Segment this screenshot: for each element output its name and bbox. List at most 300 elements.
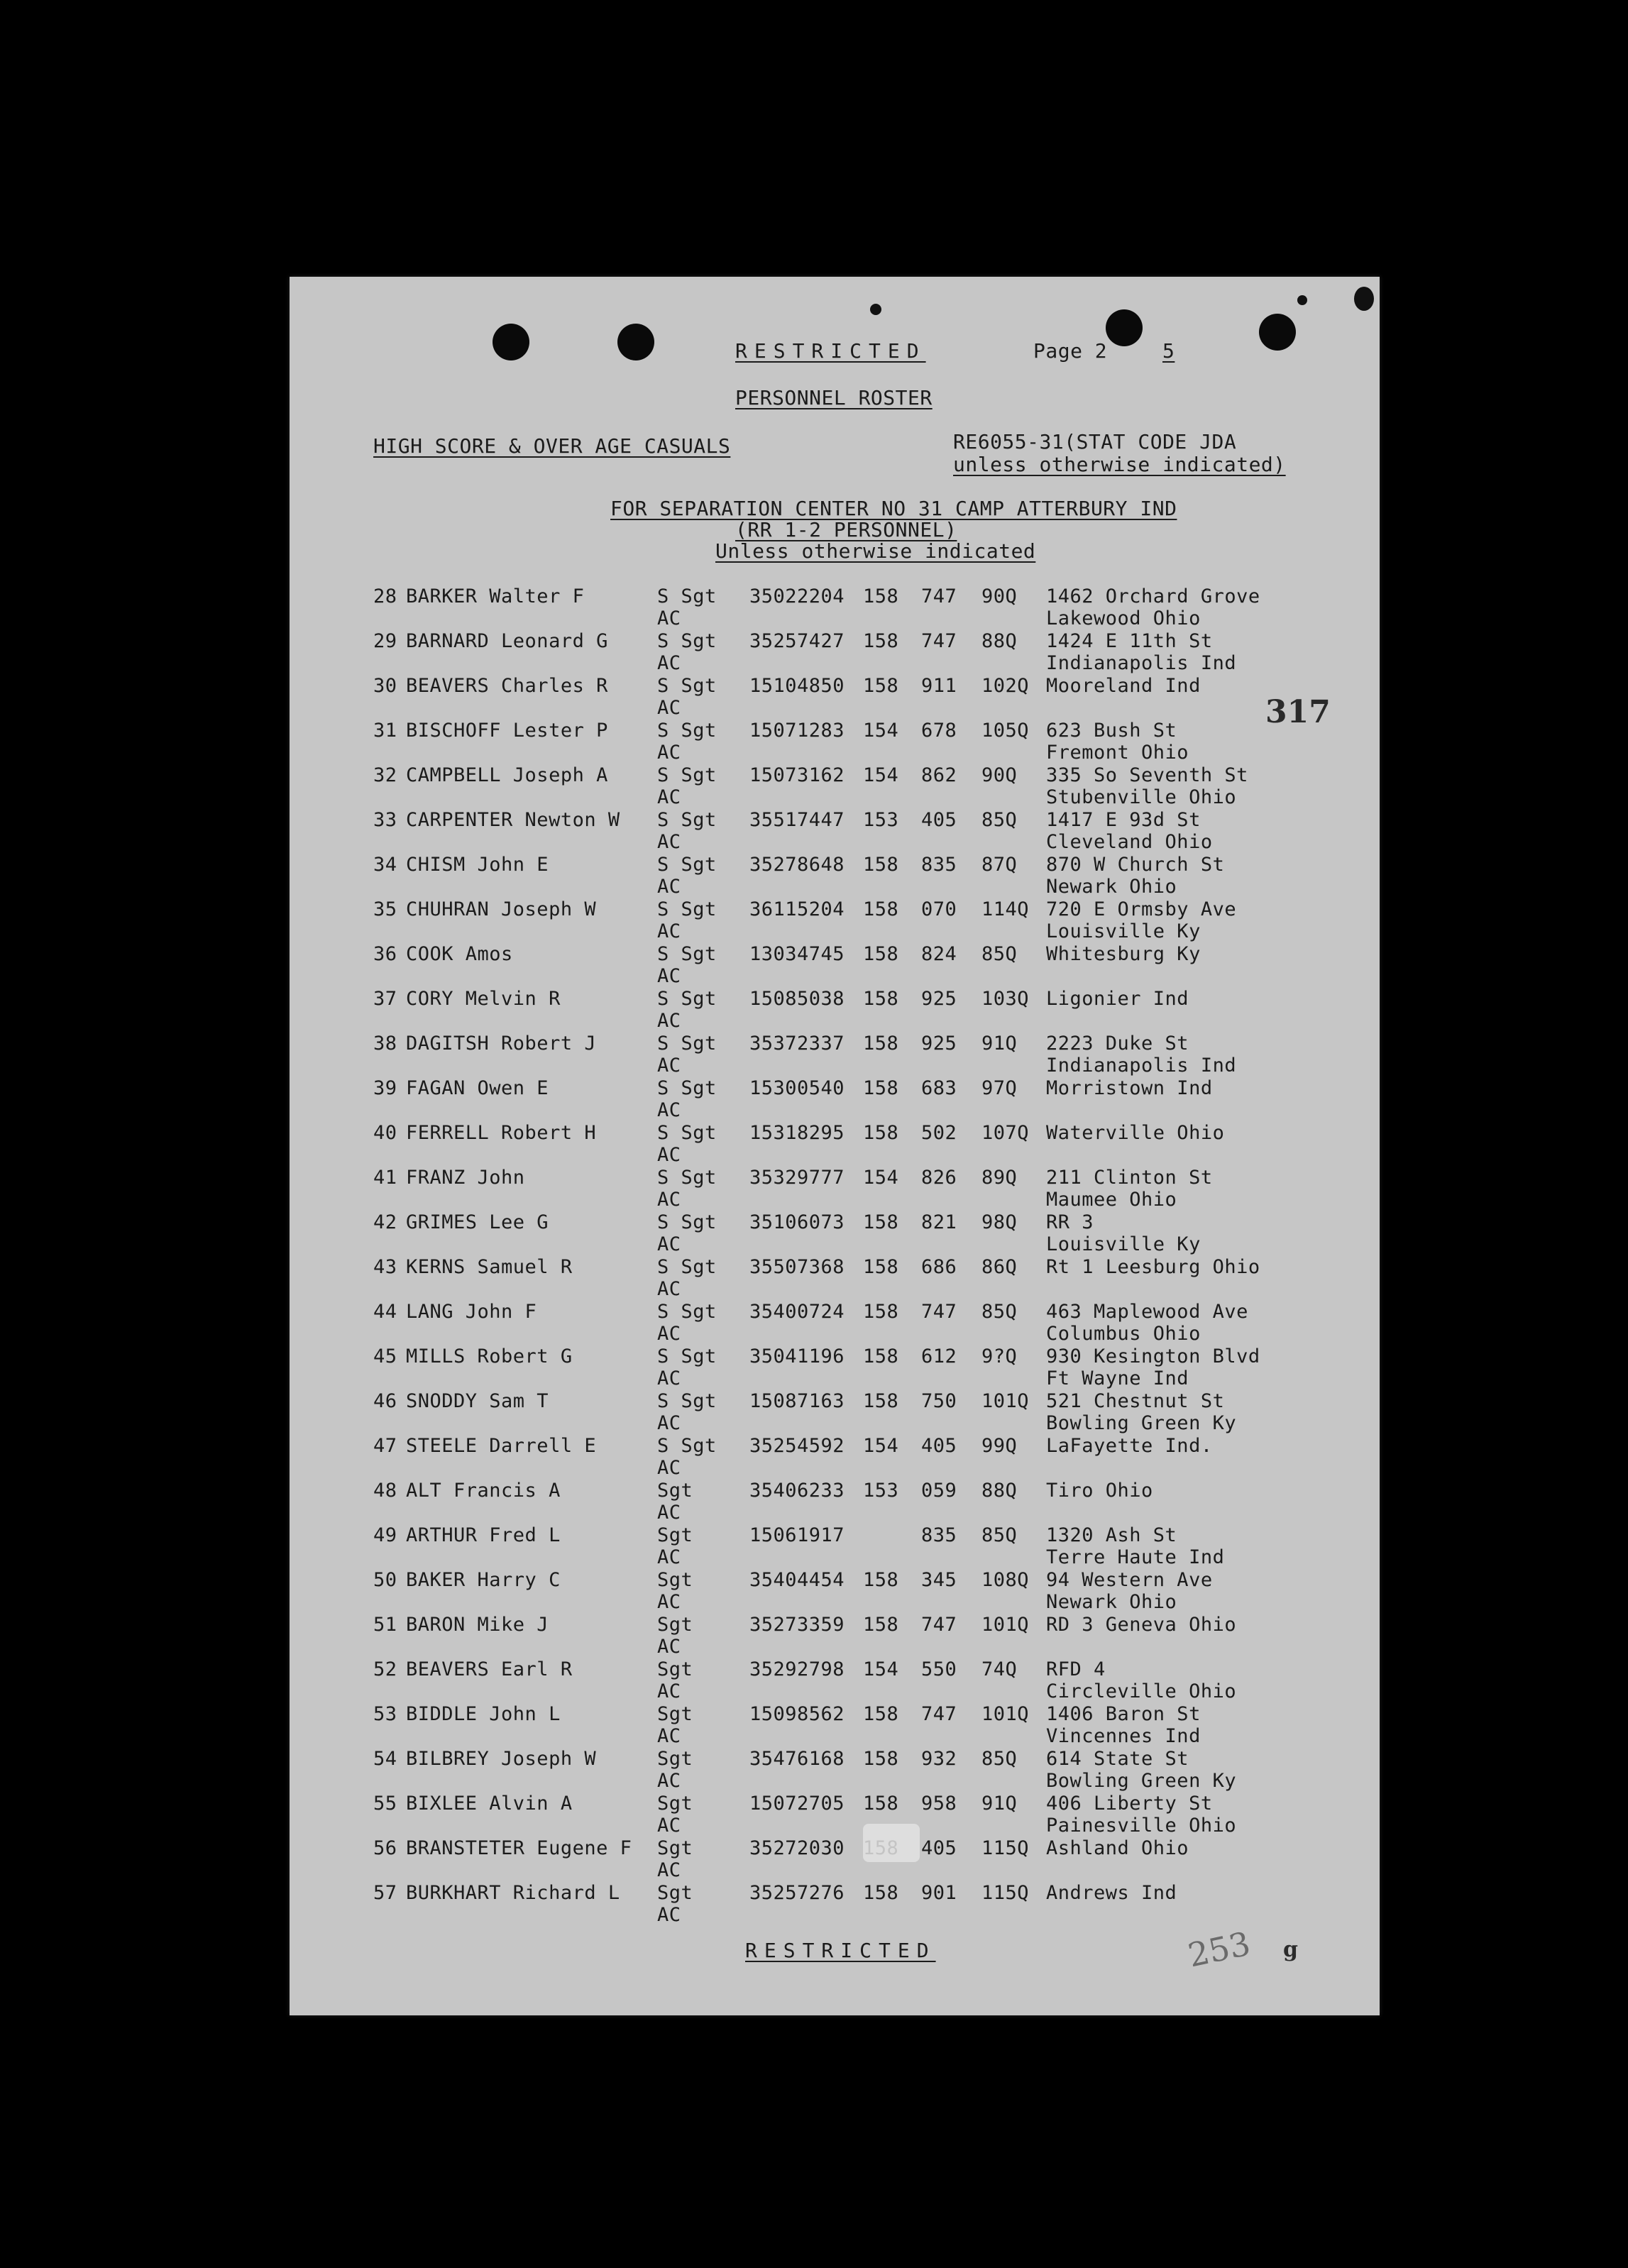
address-line-1: 614 State St [1046,1748,1189,1770]
branch: AC [657,1323,681,1345]
rank: Sgt [657,1703,693,1725]
score: 101Q [981,1614,1030,1636]
row-number: 57 [373,1882,397,1904]
row-number: 51 [373,1614,397,1636]
row-number: 47 [373,1435,397,1457]
code-1: 158 [863,898,899,920]
branch: AC [657,1636,681,1658]
address-line-1: Ligonier Ind [1046,988,1189,1010]
code-2: 826 [921,1167,957,1189]
punch-hole [1259,314,1296,351]
serial-number: 35257427 [749,630,845,652]
row-number: 37 [373,988,397,1010]
soldier-name: DAGITSH Robert J [406,1033,597,1055]
rank: S Sgt [657,1122,717,1144]
serial-number: 35022204 [749,585,845,607]
code-1: 158 [863,1033,899,1055]
branch: AC [657,742,681,764]
address-line-2: Louisville Ky [1046,920,1201,942]
serial-number: 35273359 [749,1614,845,1636]
row-number: 38 [373,1033,397,1055]
roster-row [290,1882,1380,1927]
order-note: unless otherwise indicated) [953,453,1286,476]
branch: AC [657,876,681,898]
roster-row [290,1658,1380,1703]
address-line-2: Painesville Ohio [1046,1815,1237,1837]
serial-number: 35406233 [749,1480,845,1502]
soldier-name: MILLS Robert G [406,1345,573,1367]
serial-number: 35106073 [749,1211,845,1233]
code-1: 158 [863,943,899,965]
code-1: 154 [863,764,899,786]
code-2: 824 [921,943,957,965]
address-line-2: Louisville Ky [1046,1233,1201,1255]
row-number: 28 [373,585,397,607]
address-line-1: 463 Maplewood Ave [1046,1301,1248,1323]
roster-row [290,854,1380,898]
code-2: 502 [921,1122,957,1144]
roster-row [290,1524,1380,1569]
serial-number: 35329777 [749,1167,845,1189]
code-1: 158 [863,1122,899,1144]
branch: AC [657,1144,681,1166]
score: 88Q [981,1480,1018,1502]
address-line-1: Tiro Ohio [1046,1480,1153,1502]
branch: AC [657,697,681,719]
row-number: 32 [373,764,397,786]
serial-number: 35278648 [749,854,845,876]
address-line-2: Columbus Ohio [1046,1323,1201,1345]
score: 87Q [981,854,1018,876]
code-1: 158 [863,630,899,652]
serial-number: 35272030 [749,1837,845,1859]
rank: S Sgt [657,1345,717,1367]
serial-number: 35400724 [749,1301,845,1323]
address-line-1: Morristown Ind [1046,1077,1213,1099]
soldier-name: BILBREY Joseph W [406,1748,597,1770]
row-number: 48 [373,1480,397,1502]
address-line-1: 720 E Ormsby Ave [1046,898,1237,920]
row-number: 42 [373,1211,397,1233]
row-number: 49 [373,1524,397,1546]
corner-mark: g [1283,1937,1298,1962]
soldier-name: CARPENTER Newton W [406,809,620,831]
soldier-name: KERNS Samuel R [406,1256,573,1278]
row-number: 53 [373,1703,397,1725]
soldier-name: BRANSTETER Eugene F [406,1837,632,1859]
score: 86Q [981,1256,1018,1278]
rank: Sgt [657,1569,693,1591]
code-1: 158 [863,1390,899,1412]
rank: S Sgt [657,1167,717,1189]
branch: AC [657,1725,681,1747]
score: 85Q [981,943,1018,965]
address-line-1: 930 Kesington Blvd [1046,1345,1260,1367]
code-2: 747 [921,630,957,652]
branch: AC [657,607,681,629]
serial-number: 15087163 [749,1390,845,1412]
address-line-1: 1462 Orchard Grove [1046,585,1260,607]
soldier-name: BARON Mike J [406,1614,549,1636]
code-2: 821 [921,1211,957,1233]
rank: Sgt [657,1524,693,1546]
row-number: 39 [373,1077,397,1099]
score: 108Q [981,1569,1030,1591]
code-1: 158 [863,1345,899,1367]
branch: AC [657,920,681,942]
roster-row [290,720,1380,764]
roster-row [290,1390,1380,1435]
code-2: 925 [921,988,957,1010]
code-2: 835 [921,854,957,876]
rank: S Sgt [657,943,717,965]
address-line-1: 211 Clinton St [1046,1167,1213,1189]
rank: S Sgt [657,854,717,876]
soldier-name: ARTHUR Fred L [406,1524,561,1546]
serial-number: 15085038 [749,988,845,1010]
roster-row [290,1345,1380,1390]
score: 102Q [981,675,1030,697]
branch: AC [657,1904,681,1926]
score: 88Q [981,630,1018,652]
row-number: 54 [373,1748,397,1770]
address-line-1: Ashland Ohio [1046,1837,1189,1859]
code-1: 158 [863,1211,899,1233]
serial-number: 35372337 [749,1033,845,1055]
address-line-1: Rt 1 Leesburg Ohio [1046,1256,1260,1278]
row-number: 41 [373,1167,397,1189]
branch: AC [657,1055,681,1077]
branch: AC [657,1502,681,1524]
code-1: 153 [863,809,899,831]
rank: S Sgt [657,764,717,786]
address-line-1: 335 So Seventh St [1046,764,1248,786]
serial-number: 35476168 [749,1748,845,1770]
branch: AC [657,1770,681,1792]
branch: AC [657,1859,681,1881]
soldier-name: ALT Francis A [406,1480,561,1502]
classification-bottom: RESTRICTED [745,1939,936,1962]
rank: S Sgt [657,898,717,920]
score: 114Q [981,898,1030,920]
code-2: 686 [921,1256,957,1278]
rank: S Sgt [657,1256,717,1278]
branch: AC [657,831,681,853]
score: 9?Q [981,1345,1018,1367]
serial-number: 35517447 [749,809,845,831]
address-line-1: LaFayette Ind. [1046,1435,1213,1457]
punch-hole [493,324,529,360]
row-number: 44 [373,1301,397,1323]
code-1: 158 [863,675,899,697]
branch: AC [657,1412,681,1434]
code-2: 747 [921,585,957,607]
row-number: 46 [373,1390,397,1412]
serial-number: 36115204 [749,898,845,920]
address-line-1: 1417 E 93d St [1046,809,1201,831]
code-1: 158 [863,854,899,876]
serial-number: 35292798 [749,1658,845,1680]
address-line-2: Indianapolis Ind [1046,652,1237,674]
rank: S Sgt [657,809,717,831]
branch: AC [657,1010,681,1032]
address-line-1: Waterville Ohio [1046,1122,1225,1144]
address-line-2: Cleveland Ohio [1046,831,1213,853]
address-line-1: 1406 Baron St [1046,1703,1201,1725]
roster-row [290,1703,1380,1748]
score: 85Q [981,1301,1018,1323]
rank: Sgt [657,1614,693,1636]
soldier-name: STEELE Darrell E [406,1435,597,1457]
row-number: 56 [373,1837,397,1859]
roster-row [290,630,1380,675]
soldier-name: FERRELL Robert H [406,1122,597,1144]
roster-row [290,898,1380,943]
code-2: 932 [921,1748,957,1770]
smudge [863,1824,920,1862]
soldier-name: CHISM John E [406,854,549,876]
soldier-name: FAGAN Owen E [406,1077,549,1099]
branch: AC [657,652,681,674]
row-number: 36 [373,943,397,965]
address-line-1: 94 Western Ave [1046,1569,1213,1591]
address-line-2: Terre Haute Ind [1046,1546,1225,1568]
branch: AC [657,1367,681,1389]
address-line-1: Whitesburg Ky [1046,943,1201,965]
code-2: 835 [921,1524,957,1546]
rank: Sgt [657,1658,693,1680]
score: 105Q [981,720,1030,742]
branch: AC [657,1591,681,1613]
rank: S Sgt [657,585,717,607]
roster-row [290,1793,1380,1837]
rank: S Sgt [657,988,717,1010]
address-line-1: RR 3 [1046,1211,1094,1233]
row-number: 31 [373,720,397,742]
handwritten-number: 253 [1184,1924,1254,1975]
rank: S Sgt [657,1077,717,1099]
code-2: 747 [921,1301,957,1323]
branch: AC [657,1457,681,1479]
code-1: 158 [863,1077,899,1099]
address-line-2: Maumee Ohio [1046,1189,1177,1211]
row-number: 29 [373,630,397,652]
score: 91Q [981,1793,1018,1815]
address-line-2: Fremont Ohio [1046,742,1189,764]
soldier-name: GRIMES Lee G [406,1211,549,1233]
code-1: 154 [863,1435,899,1457]
address-line-2: Ft Wayne Ind [1046,1367,1189,1389]
rank: S Sgt [657,720,717,742]
address-line-2: Newark Ohio [1046,1591,1177,1613]
code-2: 862 [921,764,957,786]
address-line-2: Vincennes Ind [1046,1725,1201,1747]
code-1: 154 [863,1658,899,1680]
speck [870,304,881,315]
serial-number: 35404454 [749,1569,845,1591]
rank: S Sgt [657,1301,717,1323]
soldier-name: SNODDY Sam T [406,1390,549,1412]
code-1: 158 [863,1703,899,1725]
page-label: Page 2 [1033,339,1108,363]
serial-number: 13034745 [749,943,845,965]
roster-row [290,1211,1380,1256]
address-line-2: Newark Ohio [1046,876,1177,898]
row-number: 30 [373,675,397,697]
soldier-name: BARNARD Leonard G [406,630,608,652]
score: 85Q [981,1748,1018,1770]
soldier-name: COOK Amos [406,943,513,965]
serial-number: 15071283 [749,720,845,742]
roster-row [290,943,1380,988]
row-number: 40 [373,1122,397,1144]
address-line-2: Lakewood Ohio [1046,607,1201,629]
roster-row [290,1748,1380,1793]
page-of: 5 [1162,339,1175,363]
roster-row [290,988,1380,1033]
address-line-1: RD 3 Geneva Ohio [1046,1614,1237,1636]
roster-row [290,1077,1380,1122]
address-line-2: Circleville Ohio [1046,1680,1237,1702]
code-1: 158 [863,1569,899,1591]
score: 101Q [981,1390,1030,1412]
rank: Sgt [657,1480,693,1502]
soldier-name: BEAVERS Earl R [406,1658,573,1680]
address-line-1: 1424 E 11th St [1046,630,1213,652]
soldier-name: CAMPBELL Joseph A [406,764,608,786]
score: 107Q [981,1122,1030,1144]
row-number: 52 [373,1658,397,1680]
branch: AC [657,1680,681,1702]
row-number: 34 [373,854,397,876]
roster-row [290,764,1380,809]
code-2: 901 [921,1882,957,1904]
address-line-1: 521 Chestnut St [1046,1390,1225,1412]
row-number: 45 [373,1345,397,1367]
address-line-1: 406 Liberty St [1046,1793,1213,1815]
address-line-2: Bowling Green Ky [1046,1770,1237,1792]
branch: AC [657,1546,681,1568]
roster-row [290,1569,1380,1614]
score: 98Q [981,1211,1018,1233]
soldier-name: BIDDLE John L [406,1703,561,1725]
code-2: 612 [921,1345,957,1367]
code-1: 158 [863,1748,899,1770]
code-2: 747 [921,1614,957,1636]
code-1: 153 [863,1480,899,1502]
rank: Sgt [657,1748,693,1770]
stamp-number: 317 [1265,694,1331,730]
serial-number: 15073162 [749,764,845,786]
punch-hole [1106,309,1143,346]
branch: AC [657,1099,681,1121]
branch: AC [657,1233,681,1255]
soldier-name: BIXLEE Alvin A [406,1793,573,1815]
serial-number: 15104850 [749,675,845,697]
soldier-name: BURKHART Richard L [406,1882,620,1904]
code-1: 158 [863,1256,899,1278]
address-line-1: 870 W Church St [1046,854,1225,876]
code-2: 550 [921,1658,957,1680]
roster-row [290,809,1380,854]
center-line-1: FOR SEPARATION CENTER NO 31 CAMP ATTERBURY IND [610,497,1177,520]
rank: S Sgt [657,630,717,652]
score: 115Q [981,1837,1030,1859]
rank: S Sgt [657,675,717,697]
code-1: 158 [863,1793,899,1815]
score: 90Q [981,585,1018,607]
rank: Sgt [657,1882,693,1904]
code-2: 678 [921,720,957,742]
code-1: 158 [863,988,899,1010]
code-2: 405 [921,1435,957,1457]
score: 74Q [981,1658,1018,1680]
branch: AC [657,1278,681,1300]
roster-row [290,1033,1380,1077]
rank: S Sgt [657,1033,717,1055]
address-line-1: Mooreland Ind [1046,675,1201,697]
serial-number: 35254592 [749,1435,845,1457]
soldier-name: BISCHOFF Lester P [406,720,608,742]
branch: AC [657,1189,681,1211]
roster-row [290,1435,1380,1480]
code-2: 070 [921,898,957,920]
serial-number: 35507368 [749,1256,845,1278]
code-2: 958 [921,1793,957,1815]
score: 101Q [981,1703,1030,1725]
serial-number: 15072705 [749,1793,845,1815]
score: 90Q [981,764,1018,786]
score: 89Q [981,1167,1018,1189]
roster-row [290,675,1380,720]
address-line-2: Stubenville Ohio [1046,786,1237,808]
address-line-2: Indianapolis Ind [1046,1055,1237,1077]
code-1: 154 [863,720,899,742]
score: 103Q [981,988,1030,1010]
speck [1297,295,1307,305]
score: 99Q [981,1435,1018,1457]
roster-title: PERSONNEL ROSTER [735,386,933,409]
code-2: 345 [921,1569,957,1591]
row-number: 43 [373,1256,397,1278]
roster-row [290,1122,1380,1167]
branch: AC [657,1815,681,1837]
address-line-1: 623 Bush St [1046,720,1177,742]
roster-row [290,1614,1380,1658]
score: 85Q [981,1524,1018,1546]
code-2: 683 [921,1077,957,1099]
serial-number: 35041196 [749,1345,845,1367]
address-line-2: Bowling Green Ky [1046,1412,1237,1434]
speck [1354,287,1374,311]
punch-hole [617,324,654,360]
soldier-name: BAKER Harry C [406,1569,561,1591]
code-2: 405 [921,809,957,831]
soldier-name: LANG John F [406,1301,537,1323]
rank: S Sgt [657,1390,717,1412]
soldier-name: CHUHRAN Joseph W [406,898,597,920]
score: 85Q [981,809,1018,831]
rank: Sgt [657,1837,693,1859]
soldier-name: CORY Melvin R [406,988,561,1010]
score: 91Q [981,1033,1018,1055]
serial-number: 15318295 [749,1122,845,1144]
branch: AC [657,786,681,808]
roster-row [290,1837,1380,1882]
center-line-2: (RR 1-2 PERSONNEL) [735,518,957,541]
address-line-1: RFD 4 [1046,1658,1106,1680]
score: 115Q [981,1882,1030,1904]
